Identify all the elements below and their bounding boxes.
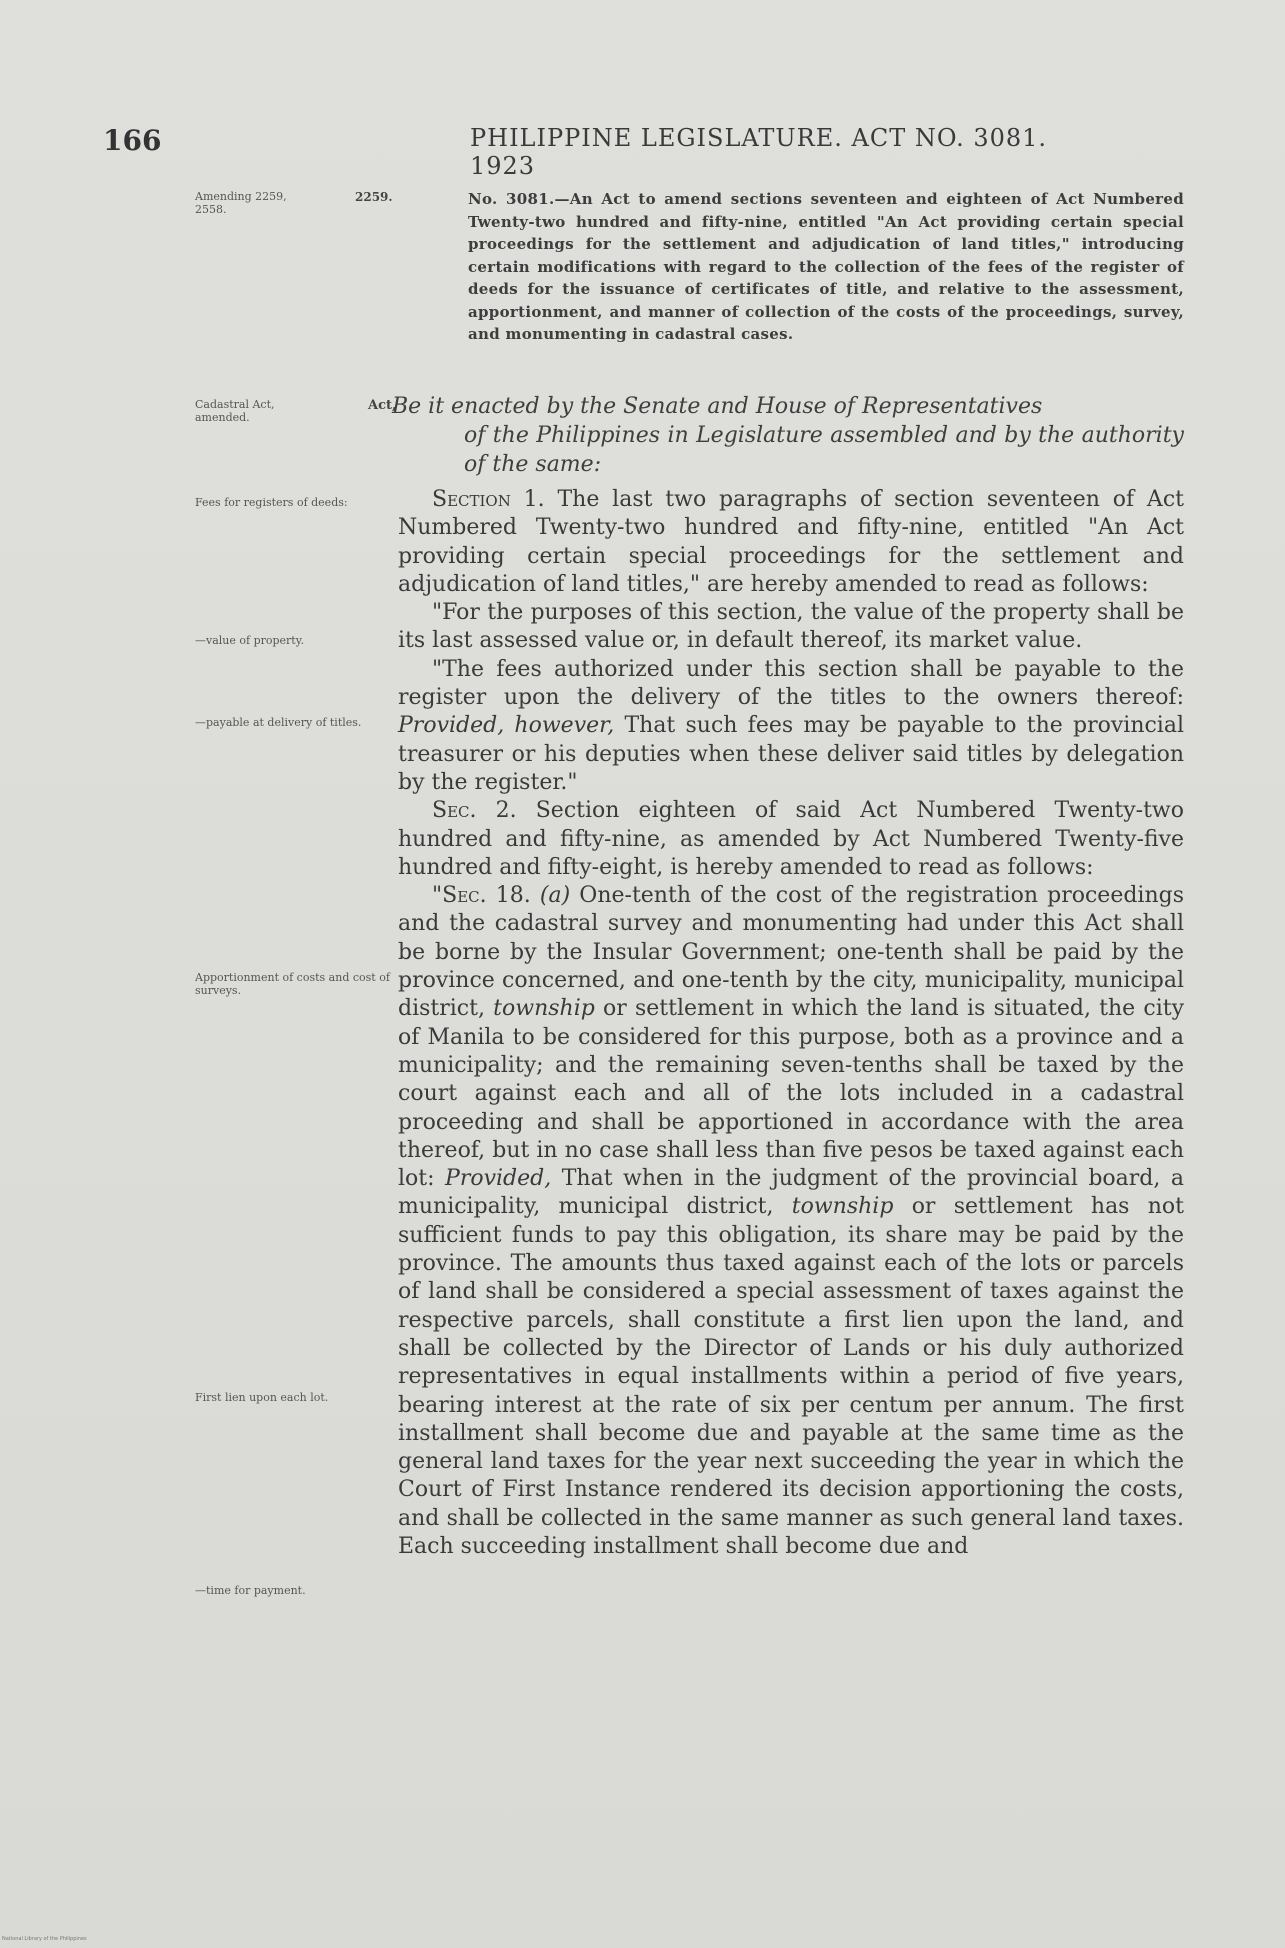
proviso-however: Provided, however, <box>398 713 615 739</box>
section-18-text-3: That when in the judgment of the provincial board, a municipality, municipal district, <box>398 1166 1184 1220</box>
township-1: township <box>493 996 595 1022</box>
running-head: PHILIPPINE LEGISLATURE. ACT NO. 3081. 1923 <box>470 124 1048 180</box>
footer-credit: National Library of the Philippines <box>2 1936 87 1942</box>
enacting-line-2: of the Philippines in Legislature assembled and by the authority of the same: <box>464 423 1184 477</box>
margin-note-time: —time for payment. <box>195 1584 306 1597</box>
margin-note-value: —value of property. <box>195 634 304 647</box>
section-1 <box>398 486 1184 599</box>
margin-note-fees: Fees for registers of deeds: <box>195 496 348 509</box>
township-2: township <box>791 1194 894 1220</box>
cadastral-act-citation: Act, <box>368 398 397 413</box>
margin-note-amending: Amending 2259, 2558. <box>195 190 287 216</box>
paragraph-fees <box>398 656 1184 797</box>
paragraph-value: "For the purposes of this section, the value of the property shall be its last assessed value or, in default thereof, its market value. <box>398 600 1184 654</box>
margin-note-payable: —payable at delivery of titles. <box>195 716 362 729</box>
subsection-a: (a) <box>530 883 571 909</box>
section-18-text-1: One-tenth of the cost of the registration proceedings and the cadastral survey and monumenting had under this Act shall be borne by the Insular Government; one-tenth shall be paid by the province concerned, and one-tenth by the city, municipality, municipal district, <box>398 883 1185 1022</box>
section-18 <box>398 882 1184 1561</box>
section-2-label: Sec. 2. <box>432 798 517 824</box>
page-number: 166 <box>103 124 162 157</box>
provided: Provided, <box>445 1166 552 1192</box>
act-citation: 2259. <box>355 190 393 204</box>
section-2 <box>398 797 1184 882</box>
section-18-text-4: or settlement has not sufficient funds to pay this obligation, its share may be paid by the province. The amounts thus taxed against each of the lots or parcels of land shall be considered a special assessment of taxes against the respective parcels, shall constitute a first lien upon the land, and shall be collected by the Director of Lands or his duly authorized representatives in equal installments within a period of five years, bearing interest at the rate of six per centum per annum. The first installment shall become due and payable at the same time as the general land taxes for the year next succeeding the year in which the Court of First Instance rendered its decision apportioning the costs, and shall be collected in the same manner as such general land taxes. Each succeeding installment shall become due and <box>398 1194 1184 1559</box>
section-18-text-2: or settlement in which the land is situated, the city of Manila to be considered for this purpose, both as a province and a municipality; and the remaining seven-tenths shall be taxed by the court against each and all of the lots included in a cadastral proceeding and shall be apportioned in accordance with the area thereof, but in no case shall less than five pesos be taxed against each lot: <box>398 996 1184 1192</box>
margin-note-apportionment: Apportionment of costs and cost of surveys. <box>195 971 390 997</box>
section-1-label: Section 1. <box>432 487 545 512</box>
enacting-clause <box>392 392 1184 479</box>
section-2-text: Section eighteen of said Act Numbered Twenty-two hundred and fifty-nine, as amended by Act Numbered Twenty-five hundred and fifty-eight, is hereby amended to read as follows: <box>398 798 1184 880</box>
margin-note-cadastral: Cadastral Act, amended. <box>195 398 275 424</box>
section-1-text: The last two paragraphs of section seventeen of Act Numbered Twenty-two hundred and fifty-nine, entitled "An Act providing certain special proceedings for the settlement and adjudication of land titles," are hereby amended to read as follows: <box>398 487 1184 597</box>
section-18-label: "Sec. 18. <box>432 883 531 909</box>
margin-note-first-lien: First lien upon each lot. <box>195 1391 329 1404</box>
enacting-line-1: Be it enacted by the Senate and House of Representatives <box>392 394 1043 419</box>
paragraph-fees-text-a: "The fees authorized under this section shall be payable to the register upon the delivery of the titles to the owners thereof: <box>398 656 1184 711</box>
body-text <box>398 486 1184 1561</box>
paragraph-fees-text-b: That such fees may be payable to the provincial treasurer or his deputies when these deliver said titles by delegation by the register." <box>398 713 1184 795</box>
act-title: No. 3081.—An Act to amend sections seventeen and eighteen of Act Numbered Twenty-two hundred and fifty-nine, entitled "An Act providing certain special proceedings for the settlement and adjudication of land titles," introducing certain modifications with regard to the collection of the fees of the register of deeds for the issuance of certificates of title, and relative to the assessment, apportionment, and manner of collection of the costs of the proceedings, survey, and monumenting in cadastral cases. <box>468 190 1184 343</box>
